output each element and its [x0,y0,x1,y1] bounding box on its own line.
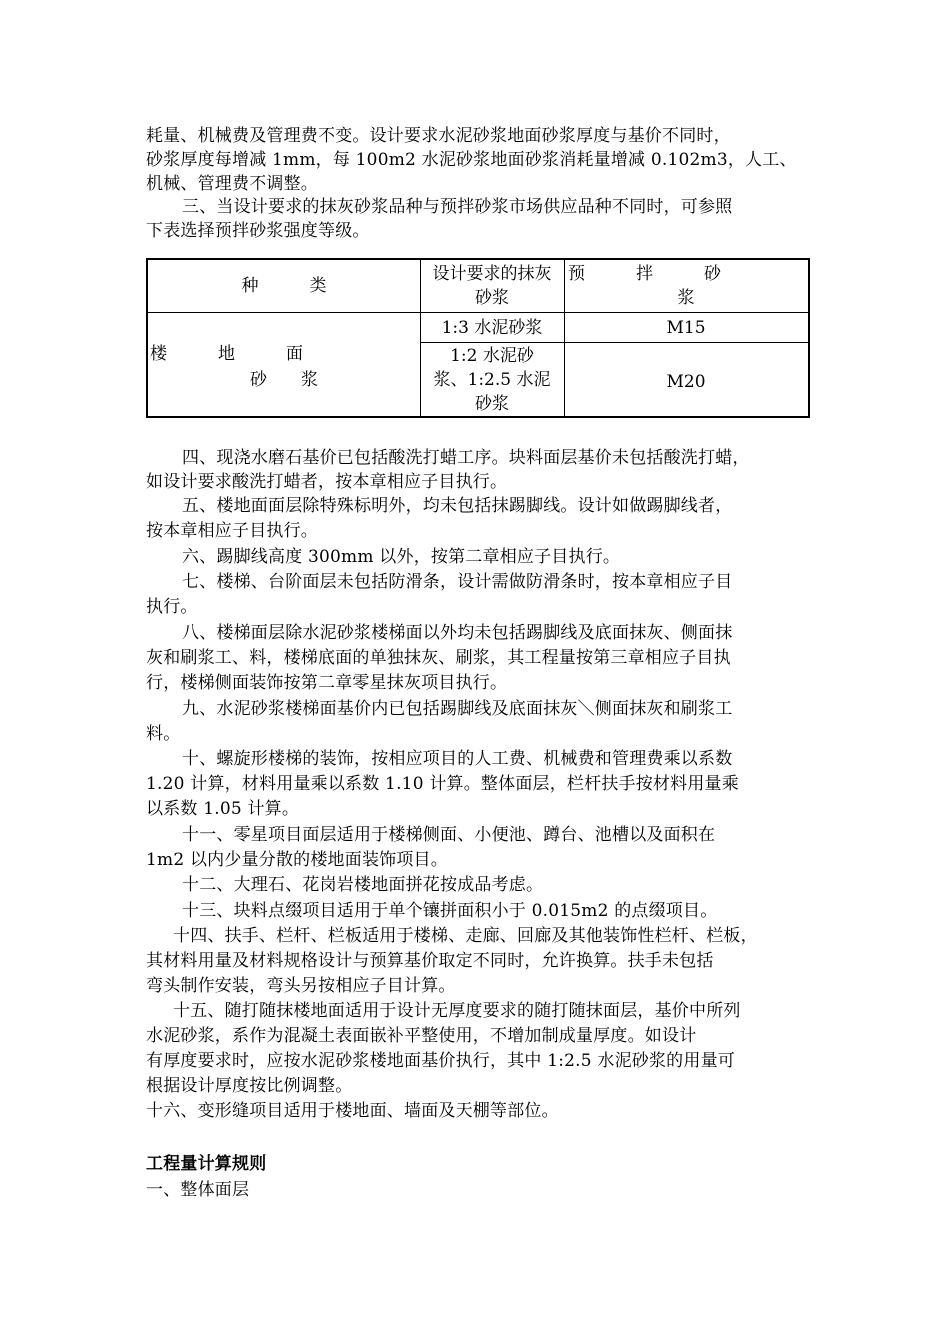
text-line: 按本章相应子目执行。 [146,521,318,541]
text-line: 机械、管理费不调整。 [146,174,318,194]
table-cell-design: 浆、1:2.5 水泥 [433,370,551,390]
table-cell-design: 砂浆 [475,394,509,414]
mortar-grade-table [146,258,810,418]
table-row-kind: 砂 浆 [250,370,318,390]
text-line: 以系数 1.05 计算。 [146,799,300,819]
text-line: 七、楼梯、台阶面层未包括防滑条，设计需做防滑条时，按本章相应子目 [182,572,733,592]
text-line: 八、楼梯面层除水泥砂浆楼梯面以外均未包括踢脚线及底面抹灰、侧面抹 [182,623,733,643]
text-line: 耗量、机械费及管理费不变。设计要求水泥砂浆地面砂浆厚度与基价不同时， [146,126,731,146]
section-item: 一、整体面层 [146,1180,250,1200]
text-line: 其材料用量及材料规格设计与预算基价取定不同时，允许换算。扶手未包括 [146,951,714,971]
text-line: 行，楼梯侧面装饰按第二章零星抹灰项目执行。 [146,673,508,693]
text-line: 十三、块料点缀项目适用于单个镶拼面积小于 0.015m2 的点缀项目。 [182,901,718,921]
table-cell-premix: M15 [666,318,706,338]
text-line: 灰和刷浆工、料，楼梯底面的单独抹灰、刷浆，其工程量按第三章相应子目执 [146,648,731,668]
table-cell-premix: M20 [666,372,706,392]
text-line: 四、现浇水磨石基价已包括酸洗打蜡工序。块料面层基价未包括酸洗打蜡， [182,448,750,468]
text-line: 料。 [146,724,181,744]
text-line: 十四、扶手、栏杆、栏板适用于楼梯、走廊、回廊及其他装饰性栏杆、栏板， [173,926,758,946]
text-line: 十一、零星项目面层适用于楼梯侧面、小便池、蹲台、池槽以及面积在 [182,825,716,845]
text-line: 五、楼地面面层除特殊标明外，均未包括抹踢脚线。设计如做踢脚线者， [182,496,733,516]
text-line: 1.20 计算，材料用量乘以系数 1.10 计算。整体面层，栏杆扶手按材料用量乘 [146,774,739,794]
text-line: 根据设计厚度按比例调整。 [146,1076,353,1096]
table-divider [148,312,808,313]
table-divider [420,342,808,343]
text-line: 执行。 [146,597,198,617]
table-cell-design: 1:3 水泥砂浆 [441,318,543,338]
text-line: 十、螺旋形楼梯的装饰，按相应项目的人工费、机械费和管理费乘以系数 [182,749,733,769]
section-title: 工程量计算规则 [146,1154,267,1174]
table-row-kind: 楼 地 面 [150,344,303,364]
table-header-premix: 浆 [677,288,695,308]
text-line: 弯头制作安装，弯头另按相应子目计算。 [146,976,456,996]
text-line: 三、当设计要求的抹灰砂浆品种与预拌砂浆市场供应品种不同时，可参照 [182,197,733,217]
table-header-kind: 种 类 [241,276,327,296]
text-line: 十二、大理石、花岗岩楼地面拼花按成品考虑。 [182,875,544,895]
text-line: 砂浆厚度每增减 1mm，每 100m2 水泥砂浆地面砂浆消耗量增减 0.102m3，人工、 [146,150,797,170]
text-line: 十六、变形缝项目适用于楼地面、墙面及天棚等部位。 [146,1101,559,1121]
text-line: 下表选择预拌砂浆强度等级。 [146,221,370,241]
text-line: 十五、随打随抹楼地面适用于设计无厚度要求的随打随抹面层，基价中所列 [173,1001,741,1021]
text-line: 有厚度要求时，应按水泥砂浆楼地面基价执行，其中 1:2.5 水泥砂浆的用量可 [146,1051,735,1071]
text-line: 九、水泥砂浆楼梯面基价内已包括踢脚线及底面抹灰＼侧面抹灰和刷浆工 [182,699,733,719]
table-header-premix: 预 拌 砂 [568,264,721,284]
text-line: 1m2 以内少量分散的楼地面装饰项目。 [146,850,448,870]
text-line: 六、踢脚线高度 300mm 以外，按第二章相应子目执行。 [182,547,621,567]
text-line: 如设计要求酸洗打蜡者，按本章相应子目执行。 [146,472,508,492]
table-cell-design: 1:2 水泥砂 [450,346,534,366]
text-line: 水泥砂浆，系作为混凝土表面嵌补平整使用，不增加制成量厚度。如设计 [146,1026,697,1046]
table-header-design: 设计要求的抹灰 [432,264,552,284]
table-header-design: 砂浆 [475,288,509,308]
